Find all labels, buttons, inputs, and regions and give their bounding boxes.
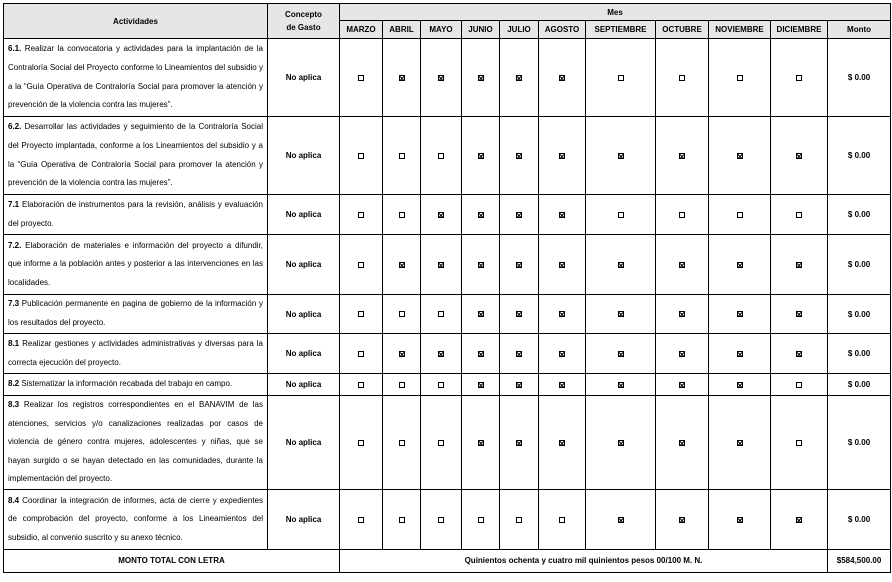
total-letter: Quinientos ochenta y cuatro mil quinientos pesos 00/100 M. N. xyxy=(340,549,828,572)
empty-box-icon xyxy=(438,382,444,388)
header-month-marzo: MARZO xyxy=(340,21,383,39)
month-cell xyxy=(500,396,539,490)
empty-box-icon xyxy=(618,75,624,81)
month-cell xyxy=(539,295,586,334)
checked-box-icon xyxy=(796,311,802,317)
activity-cell xyxy=(4,235,268,295)
header-actividades: Actividades xyxy=(4,4,268,39)
month-cell xyxy=(656,235,709,295)
month-cell xyxy=(656,334,709,374)
activity-text: Publicación permanente en pagina de gobierno de la información y los resultados del proyecto. xyxy=(8,299,263,327)
month-cell xyxy=(771,39,828,117)
month-cell xyxy=(421,235,462,295)
checked-box-icon xyxy=(559,153,565,159)
checked-box-icon xyxy=(559,351,565,357)
empty-box-icon xyxy=(618,212,624,218)
header-month-diciembre: DICIEMBRE xyxy=(771,21,828,39)
concepto-cell: No aplica xyxy=(268,396,340,490)
checked-box-icon xyxy=(737,153,743,159)
empty-box-icon xyxy=(358,311,364,317)
month-cell xyxy=(462,39,500,117)
empty-box-icon xyxy=(358,517,364,523)
month-cell xyxy=(421,295,462,334)
checked-box-icon xyxy=(516,440,522,446)
empty-box-icon xyxy=(679,212,685,218)
empty-box-icon xyxy=(796,212,802,218)
header-month-septiembre: SEPTIEMBRE xyxy=(586,21,656,39)
month-cell xyxy=(340,295,383,334)
checked-box-icon xyxy=(679,311,685,317)
checked-box-icon xyxy=(737,517,743,523)
monto-cell: $ 0.00 xyxy=(828,235,891,295)
month-cell xyxy=(539,489,586,549)
table-row xyxy=(4,295,891,334)
checked-box-icon xyxy=(679,351,685,357)
month-cell xyxy=(586,396,656,490)
monto-cell: $ 0.00 xyxy=(828,374,891,396)
month-cell xyxy=(656,117,709,195)
checked-box-icon xyxy=(618,351,624,357)
month-cell xyxy=(586,117,656,195)
empty-box-icon xyxy=(438,153,444,159)
activity-text: Desarrollar las actividades y seguimiento de la Contraloría Social del Proyecto implantada, conforme a los Lineamientos del subsidio y a la “Guía Operativa de Contraloría Social para promover la atención y prevención de la violencia contra las mujeres”. xyxy=(8,122,263,188)
month-cell xyxy=(340,489,383,549)
table-row xyxy=(4,117,891,195)
checked-box-icon xyxy=(478,311,484,317)
header-month-abril: ABRIL xyxy=(383,21,421,39)
activity-cell xyxy=(4,489,268,549)
empty-box-icon xyxy=(438,440,444,446)
header-month-noviembre: NOVIEMBRE xyxy=(709,21,771,39)
checked-box-icon xyxy=(618,517,624,523)
month-cell xyxy=(709,235,771,295)
checked-box-icon xyxy=(796,351,802,357)
month-cell xyxy=(340,235,383,295)
empty-box-icon xyxy=(358,262,364,268)
month-cell xyxy=(586,489,656,549)
table-row xyxy=(4,235,891,295)
header-month-agosto: AGOSTO xyxy=(539,21,586,39)
month-cell xyxy=(340,396,383,490)
month-cell xyxy=(586,235,656,295)
empty-box-icon xyxy=(358,153,364,159)
month-cell xyxy=(383,39,421,117)
checked-box-icon xyxy=(478,351,484,357)
activity-text: Elaboración de materiales e información del proyecto a difundir, que informe a la población antes y posterior a las intervenciones en las localidades. xyxy=(8,240,263,287)
empty-box-icon xyxy=(358,440,364,446)
activity-code: 7.2. xyxy=(8,240,22,250)
month-cell xyxy=(539,117,586,195)
checked-box-icon xyxy=(438,351,444,357)
activity-code: 6.2. xyxy=(8,122,22,132)
checked-box-icon xyxy=(399,262,405,268)
checked-box-icon xyxy=(737,382,743,388)
checked-box-icon xyxy=(737,262,743,268)
checked-box-icon xyxy=(679,262,685,268)
monto-cell: $ 0.00 xyxy=(828,39,891,117)
month-cell xyxy=(539,39,586,117)
month-cell xyxy=(709,39,771,117)
month-cell xyxy=(771,489,828,549)
month-cell xyxy=(656,374,709,396)
month-cell xyxy=(656,195,709,235)
checked-box-icon xyxy=(478,153,484,159)
month-cell xyxy=(709,489,771,549)
checked-box-icon xyxy=(438,262,444,268)
month-cell xyxy=(383,117,421,195)
checked-box-icon xyxy=(737,351,743,357)
month-cell xyxy=(462,489,500,549)
month-cell xyxy=(586,295,656,334)
month-cell xyxy=(539,374,586,396)
month-cell xyxy=(771,195,828,235)
empty-box-icon xyxy=(399,440,405,446)
checked-box-icon xyxy=(618,153,624,159)
total-row xyxy=(4,549,891,572)
month-cell xyxy=(709,374,771,396)
empty-box-icon xyxy=(737,212,743,218)
activity-code: 8.3 xyxy=(8,400,20,409)
concepto-cell: No aplica xyxy=(268,374,340,396)
month-cell xyxy=(586,374,656,396)
month-cell xyxy=(586,334,656,374)
concepto-cell: No aplica xyxy=(268,295,340,334)
checked-box-icon xyxy=(679,440,685,446)
checked-box-icon xyxy=(478,212,484,218)
month-cell xyxy=(462,235,500,295)
month-cell xyxy=(771,117,828,195)
empty-box-icon xyxy=(399,517,405,523)
checked-box-icon xyxy=(516,75,522,81)
header-monto: Monto xyxy=(828,21,891,39)
month-cell xyxy=(500,235,539,295)
total-label: MONTO TOTAL CON LETRA xyxy=(4,549,340,572)
month-cell xyxy=(340,39,383,117)
monto-cell: $ 0.00 xyxy=(828,295,891,334)
activity-code: 7.1 xyxy=(8,199,20,209)
checked-box-icon xyxy=(796,517,802,523)
activity-text: Elaboración de instrumentos para la revisión, análisis y evaluación del proyecto. xyxy=(8,199,263,228)
checked-box-icon xyxy=(478,75,484,81)
month-cell xyxy=(421,195,462,235)
header-month-mayo: MAYO xyxy=(421,21,462,39)
checked-box-icon xyxy=(796,153,802,159)
month-cell xyxy=(539,334,586,374)
empty-box-icon xyxy=(478,517,484,523)
month-cell xyxy=(500,117,539,195)
month-cell xyxy=(500,295,539,334)
empty-box-icon xyxy=(399,382,405,388)
month-cell xyxy=(462,295,500,334)
checked-box-icon xyxy=(737,440,743,446)
monto-cell: $ 0.00 xyxy=(828,334,891,374)
checked-box-icon xyxy=(559,440,565,446)
month-cell xyxy=(462,334,500,374)
concepto-cell: No aplica xyxy=(268,489,340,549)
month-cell xyxy=(421,117,462,195)
month-cell xyxy=(709,295,771,334)
month-cell xyxy=(539,235,586,295)
concepto-cell: No aplica xyxy=(268,195,340,235)
table-row xyxy=(4,39,891,117)
month-cell xyxy=(421,374,462,396)
checked-box-icon xyxy=(478,440,484,446)
month-cell xyxy=(383,235,421,295)
activity-cell xyxy=(4,334,268,374)
checked-box-icon xyxy=(679,153,685,159)
activity-code: 8.4 xyxy=(8,495,20,505)
activity-cell xyxy=(4,39,268,117)
activity-text: Realizar los registros correspondientes en el BANAVIM de las atenciones, servicios y/o canalizaciones realizadas por casos de violencia de género contra mujeres, adolescentes y niñas, que se hayan surgido o se hayan detectado en las comunidades, durante la implementación del proyecto. xyxy=(8,400,263,484)
month-cell xyxy=(383,396,421,490)
month-cell xyxy=(462,396,500,490)
checked-box-icon xyxy=(559,75,565,81)
empty-box-icon xyxy=(796,382,802,388)
empty-box-icon xyxy=(796,440,802,446)
month-cell xyxy=(383,195,421,235)
month-cell xyxy=(539,396,586,490)
activity-text: Sistematizar la información recabada del trabajo en campo. xyxy=(19,379,233,389)
checked-box-icon xyxy=(618,440,624,446)
month-cell xyxy=(771,374,828,396)
month-cell xyxy=(709,195,771,235)
concepto-cell: No aplica xyxy=(268,235,340,295)
checked-box-icon xyxy=(399,75,405,81)
checked-box-icon xyxy=(516,153,522,159)
checked-box-icon xyxy=(438,212,444,218)
activity-cell xyxy=(4,117,268,195)
month-cell xyxy=(709,117,771,195)
checked-box-icon xyxy=(399,351,405,357)
month-cell xyxy=(771,396,828,490)
empty-box-icon xyxy=(399,212,405,218)
total-amount: $584,500.00 xyxy=(828,549,891,572)
monto-cell: $ 0.00 xyxy=(828,396,891,490)
month-cell xyxy=(586,39,656,117)
month-cell xyxy=(771,235,828,295)
activities-table xyxy=(3,3,891,573)
activity-text: Realizar la convocatoria y actividades para la implantación de la Contraloría Social del Proyecto conforme lo Lineamientos del subsidio y a la “Guía Operativa de Contraloría Social para promover la atención y prevención de la violencia contra las mujeres”. xyxy=(8,44,263,110)
monto-cell: $ 0.00 xyxy=(828,195,891,235)
month-cell xyxy=(383,489,421,549)
empty-box-icon xyxy=(559,517,565,523)
checked-box-icon xyxy=(478,382,484,388)
month-cell xyxy=(656,489,709,549)
empty-box-icon xyxy=(679,75,685,81)
empty-box-icon xyxy=(358,382,364,388)
month-cell xyxy=(500,374,539,396)
activity-code: 6.1. xyxy=(8,44,22,54)
table-row xyxy=(4,334,891,374)
month-cell xyxy=(656,396,709,490)
monto-cell: $ 0.00 xyxy=(828,117,891,195)
header-month-octubre: OCTUBRE xyxy=(656,21,709,39)
checked-box-icon xyxy=(679,517,685,523)
activity-text: Realizar gestiones y actividades administrativas y diversas para la correcta ejecución del proyecto. xyxy=(8,338,263,367)
checked-box-icon xyxy=(516,311,522,317)
empty-box-icon xyxy=(399,153,405,159)
month-cell xyxy=(500,195,539,235)
month-cell xyxy=(383,295,421,334)
empty-box-icon xyxy=(516,517,522,523)
header-month-junio: JUNIO xyxy=(462,21,500,39)
month-cell xyxy=(340,117,383,195)
month-cell xyxy=(421,39,462,117)
checked-box-icon xyxy=(438,75,444,81)
checked-box-icon xyxy=(796,262,802,268)
checked-box-icon xyxy=(516,212,522,218)
month-cell xyxy=(709,334,771,374)
checked-box-icon xyxy=(516,382,522,388)
month-cell xyxy=(709,396,771,490)
month-cell xyxy=(421,396,462,490)
concepto-cell: No aplica xyxy=(268,334,340,374)
checked-box-icon xyxy=(559,382,565,388)
empty-box-icon xyxy=(399,311,405,317)
checked-box-icon xyxy=(618,262,624,268)
checked-box-icon xyxy=(478,262,484,268)
activity-code: 8.1 xyxy=(8,338,20,348)
empty-box-icon xyxy=(358,75,364,81)
checked-box-icon xyxy=(618,382,624,388)
month-cell xyxy=(656,39,709,117)
checked-box-icon xyxy=(679,382,685,388)
table-body xyxy=(4,39,891,550)
header-concepto: Concepto de Gasto xyxy=(268,4,340,39)
month-cell xyxy=(771,334,828,374)
month-cell xyxy=(421,489,462,549)
header-month-julio: JULIO xyxy=(500,21,539,39)
activity-cell xyxy=(4,195,268,235)
empty-box-icon xyxy=(358,212,364,218)
checked-box-icon xyxy=(559,311,565,317)
checked-box-icon xyxy=(516,351,522,357)
empty-box-icon xyxy=(737,75,743,81)
month-cell xyxy=(500,334,539,374)
month-cell xyxy=(462,374,500,396)
month-cell xyxy=(462,195,500,235)
activity-cell xyxy=(4,374,268,396)
checked-box-icon xyxy=(559,212,565,218)
concepto-cell: No aplica xyxy=(268,39,340,117)
month-cell xyxy=(383,334,421,374)
month-cell xyxy=(586,195,656,235)
activity-code: 8.2 xyxy=(8,379,20,389)
month-cell xyxy=(500,39,539,117)
empty-box-icon xyxy=(358,351,364,357)
month-cell xyxy=(771,295,828,334)
month-cell xyxy=(421,334,462,374)
monto-cell: $ 0.00 xyxy=(828,489,891,549)
table-row xyxy=(4,374,891,396)
month-cell xyxy=(340,195,383,235)
concepto-cell: No aplica xyxy=(268,117,340,195)
table-row xyxy=(4,396,891,490)
month-cell xyxy=(340,374,383,396)
month-cell xyxy=(383,374,421,396)
empty-box-icon xyxy=(796,75,802,81)
empty-box-icon xyxy=(438,517,444,523)
month-cell xyxy=(539,195,586,235)
checked-box-icon xyxy=(618,311,624,317)
month-cell xyxy=(656,295,709,334)
activity-text: Coordinar la integración de informes, acta de cierre y expedientes de comprobación del proyecto, conforme a los Lineamientos del subsidio, al convenio suscrito y su anexo técnico. xyxy=(8,495,263,542)
month-cell xyxy=(340,334,383,374)
activity-code: 7.3 xyxy=(8,299,20,309)
month-cell xyxy=(500,489,539,549)
table-row xyxy=(4,489,891,549)
month-cell xyxy=(462,117,500,195)
header-mes: Mes xyxy=(340,4,891,21)
activity-cell xyxy=(4,396,268,490)
checked-box-icon xyxy=(559,262,565,268)
empty-box-icon xyxy=(438,311,444,317)
activity-cell xyxy=(4,295,268,334)
table-row xyxy=(4,195,891,235)
checked-box-icon xyxy=(737,311,743,317)
checked-box-icon xyxy=(516,262,522,268)
